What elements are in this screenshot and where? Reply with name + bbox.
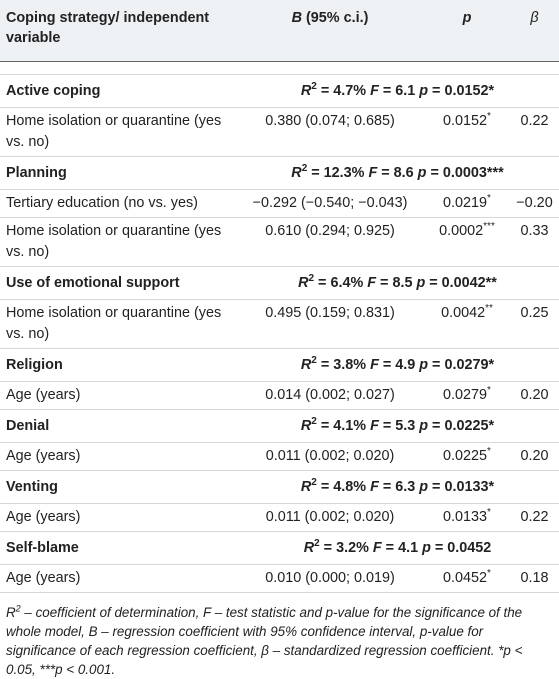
p-value: 0.0279* — [424, 381, 508, 409]
beta-value: 0.33 — [508, 217, 559, 266]
p-value: 0.0042** — [424, 299, 508, 348]
b-ci-value: 0.010 (0.000; 0.019) — [234, 564, 424, 592]
beta-value: 0.22 — [508, 107, 559, 156]
variable-row — [0, 381, 559, 409]
beta-value: 0.18 — [508, 564, 559, 592]
variable-row — [0, 189, 559, 217]
b-ci-value: 0.011 (0.002; 0.020) — [234, 442, 424, 470]
beta-value: 0.20 — [508, 442, 559, 470]
strategy-row — [0, 74, 559, 107]
model-statistics: $R^2 = 3.8\%$ F = 4.9 p = 0.0279* — [234, 348, 559, 381]
strategy-row — [0, 348, 559, 381]
variable-row — [0, 442, 559, 470]
beta-value: 0.20 — [508, 381, 559, 409]
strategy-name: Active coping — [0, 74, 234, 107]
b-ci-value: −0.292 (−0.540; −0.043) — [234, 189, 424, 217]
independent-variable: Home isolation or quarantine (yes vs. no) — [0, 217, 234, 266]
b-ci-value: 0.011 (0.002; 0.020) — [234, 503, 424, 531]
p-value: 0.0002*** — [424, 217, 508, 266]
strategy-row — [0, 531, 559, 564]
strategy-name: Religion — [0, 348, 234, 381]
header-ci-label: (95% c.i.) — [302, 10, 369, 26]
b-ci-value: 0.014 (0.002; 0.027) — [234, 381, 424, 409]
independent-variable: Home isolation or quarantine (yes vs. no) — [0, 299, 234, 348]
model-statistics: $R^2 = 12.3\%$ F = 8.6 p = 0.0003*** — [234, 156, 559, 189]
header-beta: β — [508, 0, 559, 61]
b-ci-value: 0.610 (0.294; 0.925) — [234, 217, 424, 266]
p-value: 0.0225* — [424, 442, 508, 470]
header-b-ci — [234, 0, 424, 61]
variable-row — [0, 503, 559, 531]
variable-row — [0, 107, 559, 156]
variable-row — [0, 299, 559, 348]
header-coping-strategy: Coping strategy/ independent variable — [0, 0, 234, 61]
independent-variable: Tertiary education (no vs. yes) — [0, 189, 234, 217]
table-body — [0, 61, 559, 592]
beta-value: 0.22 — [508, 503, 559, 531]
strategy-row — [0, 266, 559, 299]
strategy-name: Denial — [0, 409, 234, 442]
b-ci-value: 0.495 (0.159; 0.831) — [234, 299, 424, 348]
p-value: 0.0133* — [424, 503, 508, 531]
header-p: p — [424, 0, 508, 61]
independent-variable: Age (years) — [0, 564, 234, 592]
independent-variable: Age (years) — [0, 503, 234, 531]
table-header — [0, 0, 559, 61]
model-statistics: $R^2 = 4.8\%$ F = 6.3 p = 0.0133* — [234, 470, 559, 503]
model-statistics: $R^2 = 4.1\%$ F = 5.3 p = 0.0225* — [234, 409, 559, 442]
strategy-row — [0, 409, 559, 442]
spacer-row — [0, 61, 559, 74]
strategy-row — [0, 156, 559, 189]
variable-row — [0, 564, 559, 592]
independent-variable: Age (years) — [0, 381, 234, 409]
strategy-name: Self-blame — [0, 531, 234, 564]
model-statistics: $R^2 = 6.4\%$ F = 8.5 p = 0.0042** — [234, 266, 559, 299]
b-ci-value: 0.380 (0.074; 0.685) — [234, 107, 424, 156]
spacer-cell — [0, 61, 559, 74]
independent-variable: Home isolation or quarantine (yes vs. no) — [0, 107, 234, 156]
table-footnote: $R^2$ – coefficient of determination, F – test statistic and p-value for the significance of the whole model, B – regression coefficient with 95% confidence interval, p-value for significance of each regression coefficient, β – standardized regression coefficient. *p < 0.05, ***p < 0.001. — [6, 603, 523, 677]
variable-row — [0, 217, 559, 266]
beta-value: −0.20 — [508, 189, 559, 217]
independent-variable: Age (years) — [0, 442, 234, 470]
header-b-symbol: B — [291, 10, 302, 26]
p-value: 0.0219* — [424, 189, 508, 217]
p-value: 0.0152* — [424, 107, 508, 156]
p-value: 0.0452* — [424, 564, 508, 592]
strategy-name: Planning — [0, 156, 234, 189]
strategy-row — [0, 470, 559, 503]
model-statistics: $R^2 = 3.2\%$ F = 4.1 p = 0.0452 — [234, 531, 559, 564]
strategy-name: Use of emotional support — [0, 266, 234, 299]
header-row — [0, 0, 559, 61]
beta-value: 0.25 — [508, 299, 559, 348]
model-statistics: $R^2 = 4.7\%$ F = 6.1 p = 0.0152* — [234, 74, 559, 107]
strategy-name: Venting — [0, 470, 234, 503]
